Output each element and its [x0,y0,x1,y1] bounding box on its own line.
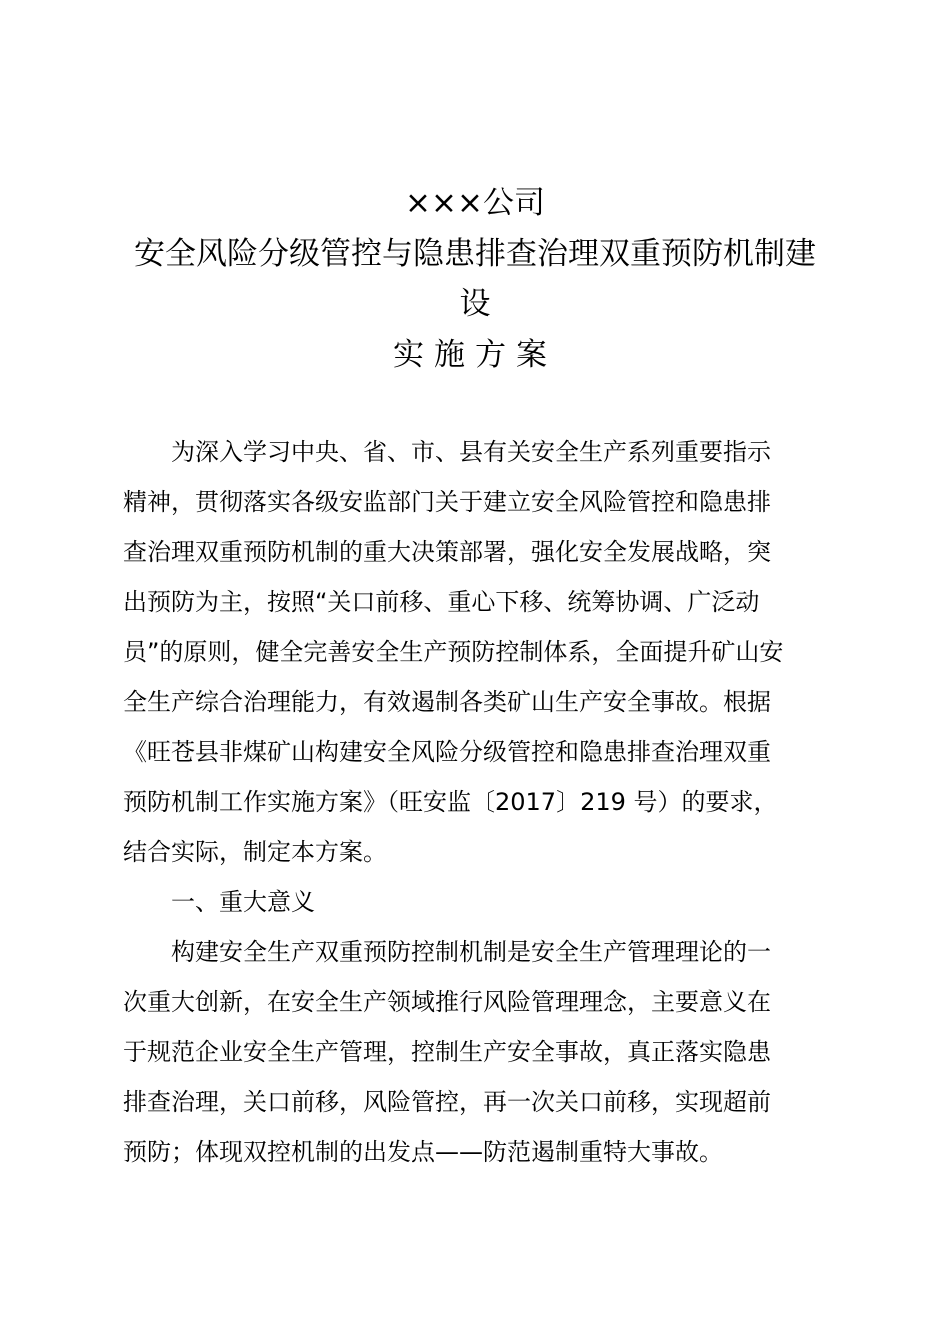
paragraph-line: 次重大创新，在安全生产领域推行风险管理理念，主要意义在 [123,988,771,1016]
title-line-plan: 实施方案 [393,337,557,373]
company-name: ×××公司 [405,185,545,221]
paragraph-line: 结合实际，制定本方案。 [123,838,387,866]
title-line-main: 安全风险分级管控与隐患排查治理双重预防机制建 [134,236,816,272]
paragraph-line: 为深入学习中央、省、市、县有关安全生产系列重要指示 [123,438,771,466]
paragraph-line: 《旺苍县非煤矿山构建安全风险分级管控和隐患排查治理双重 [123,738,771,766]
section-heading: 一、重大意义 [123,888,315,916]
paragraph-line: 员”的原则，健全完善安全生产预防控制体系，全面提升矿山安 [123,638,784,666]
title-line-wrap: 设 [459,286,491,322]
paragraph-line: 精神，贯彻落实各级安监部门关于建立安全风险管控和隐患排 [123,488,771,516]
paragraph-line: 构建安全生产双重预防控制机制是安全生产管理理论的一 [123,938,771,966]
paragraph-line: 于规范企业安全生产管理，控制生产安全事故，真正落实隐患 [123,1038,771,1066]
paragraph-line: 预防机制工作实施方案》（旺安监〔2017〕219 号）的要求， [123,788,778,816]
paragraph-line: 全生产综合治理能力，有效遏制各类矿山生产安全事故。根据 [123,688,771,716]
paragraph-line: 出预防为主，按照“关口前移、重心下移、统筹协调、广泛动 [123,588,760,616]
paragraph-line: 排查治理，关口前移，风险管控，再一次关口前移，实现超前 [123,1088,771,1116]
paragraph-line: 查治理双重预防机制的重大决策部署，强化安全发展战略，突 [123,538,771,566]
paragraph-line: 预防；体现双控机制的出发点——防范遏制重特大事故。 [123,1138,723,1166]
